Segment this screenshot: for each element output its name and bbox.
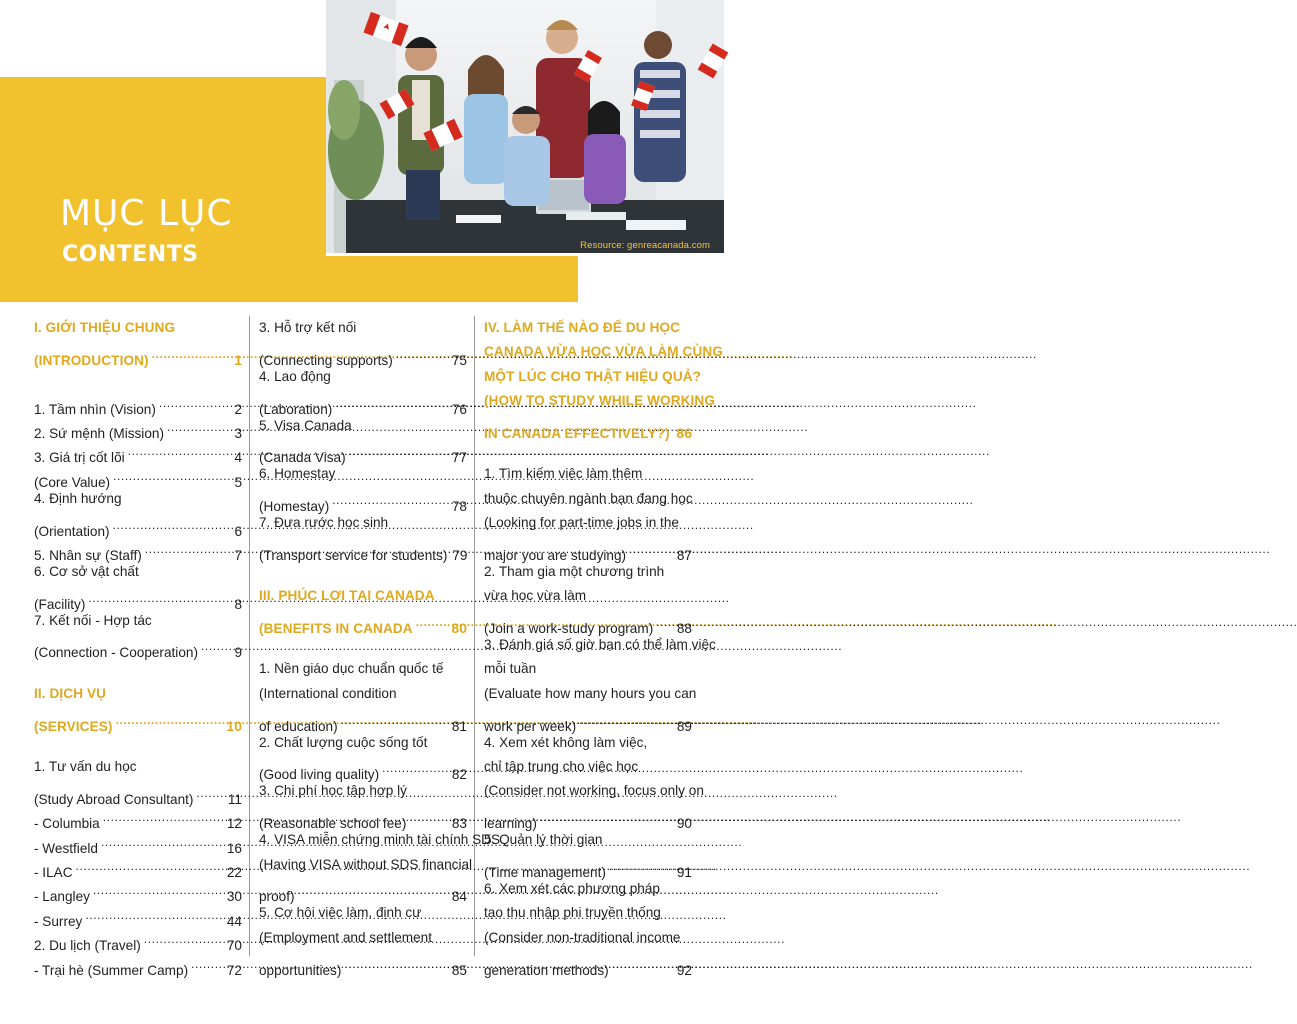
dot-leader [145,536,233,560]
toc-entry [34,487,242,511]
toc-entry-text: 5. Quản lý thời gian [484,832,603,848]
toc-entry[interactable] [259,536,468,563]
toc-column-2 [259,316,501,978]
toc-entry[interactable] [259,438,467,466]
toc-entry-text: 1. Tư vấn du học [34,759,137,775]
dot-leader [349,438,450,462]
toc-entry-text: generation methods) [484,962,609,978]
page-number: 22 [226,864,242,880]
toc-entry[interactable] [34,511,242,539]
toc-entry [259,828,501,852]
page-number: 89 [676,718,692,734]
page-number: 10 [226,717,242,734]
toc-entry [484,755,692,779]
toc-entry-text: (Connection - Cooperation) [34,645,198,661]
toc-entry-text: 1. Tìm kiếm việc làm thêm [484,466,643,482]
dot-leader [85,901,225,925]
toc-entry-text: 7. Đưa rước học sinh [259,515,389,531]
toc-entry-text: opportunities) [259,962,342,978]
toc-entry-text: 6. Xem xét các phương pháp [484,880,660,896]
dot-leader [629,536,675,560]
toc-entry [259,414,467,438]
toc-entry-text: (Reasonable school fee) [259,816,407,832]
toc-entry[interactable] [34,779,242,807]
toc-entry-text: 1. Nền giáo dục chuẩn quốc tế [259,661,444,677]
section-heading-text: MỘT LÚC CHO THẬT HIỆU QUẢ? [484,368,702,384]
toc-entry-text: (Study Abroad Consultant) [34,791,194,807]
dot-leader [93,877,225,901]
toc-entry[interactable] [34,584,242,612]
section-heading[interactable] [484,389,716,413]
toc-entry[interactable] [34,633,242,661]
page-number: 4 [234,450,242,466]
section-heading[interactable] [484,414,692,441]
page-number: 88 [676,621,692,637]
dot-leader [196,779,225,803]
page-number: 76 [451,401,467,417]
toc-entry[interactable] [484,853,692,880]
students-with-canada-flags-photo [326,0,724,253]
toc-entry-text: 3. Chi phí học tập hợp lý [259,783,407,799]
section-heading[interactable] [34,316,242,340]
toc-entry-text: 6. Cơ sở vật chất [34,563,139,579]
toc-entry[interactable] [259,877,467,905]
toc-entry [259,901,467,925]
toc-entry [259,316,467,340]
dot-leader [540,804,675,828]
dot-leader [201,633,232,657]
toc-entry-text: 7. Kết nối - Hợp tác [34,612,152,628]
toc-entry-text: - Surrey [34,913,83,929]
dot-leader [396,340,450,364]
toc-entry [34,755,242,779]
page-number: 16 [226,840,242,856]
page-number: 80 [451,620,467,637]
toc-entry [484,779,704,803]
toc-entry-text: 4. VISA miễn chứng minh tài chính SDS [259,832,501,848]
section-heading[interactable] [34,682,242,706]
dot-leader [88,584,232,608]
toc-entry-text: (Looking for part-time jobs in the [484,515,679,531]
toc-entry-text: 2. Du lịch (Travel) [34,938,141,954]
toc-entry-text: (Consider non-traditional income [484,929,681,945]
toc-entry[interactable] [484,536,692,563]
toc-entry-text: (Transport service for students) [259,547,448,563]
page-number: 92 [676,962,692,978]
toc-entry-text: 1. Tầm nhìn (Vision) [34,401,156,417]
dot-leader [191,950,225,974]
toc-entry[interactable] [259,950,467,978]
toc-entry [484,633,716,657]
section-heading-text: IV. LÀM THẾ NÀO ĐỂ DU HỌC [484,320,681,335]
toc-entry-text: - Langley [34,889,90,905]
toc-entry-text: 2. Chất lượng cuộc sống tốt [259,734,428,750]
toc-entry-text: (Homestay) [259,499,330,515]
toc-entry [484,926,692,950]
toc-entry [259,926,467,950]
dot-leader [656,609,675,633]
toc-entry-text: (Consider not working, focus only on [484,783,704,799]
page-number: 3 [234,425,242,441]
toc-entry [484,487,692,511]
toc-entry-text: - Westfield [34,840,98,856]
toc-entry-text: (Facility) [34,596,86,612]
section-heading-text: (INTRODUCTION) [34,352,149,368]
page-number: 85 [451,962,467,978]
section-heading-text: II. DỊCH VỤ [34,685,107,701]
toc-entry [259,779,467,803]
page-number: 7 [234,547,242,563]
page-number: 2 [234,401,242,417]
toc-entry[interactable] [259,487,467,515]
toc-entry [484,828,692,852]
toc-entry-text: 6. Homestay [259,466,336,482]
dot-leader [113,462,232,486]
page-number: 81 [451,718,467,734]
section-heading-text: III. PHÚC LỢI TẠI CANADA [259,588,435,604]
section-heading[interactable] [484,365,702,389]
page-number: 79 [452,547,468,563]
section-heading-text: IN CANADA EFFECTIVELY?) [484,425,670,441]
toc-entry[interactable] [259,804,467,832]
dot-leader [116,706,225,730]
page-title: MỤC LỤC [60,193,233,234]
page-number: 84 [451,889,467,905]
page-number: 83 [451,816,467,832]
page-number: 12 [226,816,242,832]
toc-entry [484,682,697,706]
section-heading-text: CANADA VỪA HỌC VỪA LÀM CÙNG [484,344,723,360]
toc-entry-text: - Columbia [34,816,100,832]
dot-leader [101,828,225,852]
toc-entry-text: (International condition [259,685,397,701]
section-heading-text: (BENEFITS IN CANADA [259,621,413,637]
page-number: 30 [226,889,242,905]
toc-entry [484,877,692,901]
dot-leader [382,755,450,779]
toc-entry-text: (Core Value) [34,474,111,490]
toc-column-1 [34,316,242,978]
toc-entry-text: (Laboration) [259,401,333,417]
dot-leader [159,389,233,413]
toc-entry-text: (Canada Visa) [259,450,346,466]
toc-entry[interactable] [484,804,692,832]
toc-entry[interactable] [259,389,467,417]
section-heading-text: (HOW TO STUDY WHILE WORKING [484,393,716,409]
toc-entry [484,511,692,535]
page-number: 11 [227,791,242,807]
page-subtitle: CONTENTS [62,242,199,267]
toc-entry-text: (Orientation) [34,523,110,539]
toc-entry-text: work per week) [484,718,577,734]
page-number: 8 [234,596,242,612]
toc-entry-text: 5. Visa Canada [259,417,352,433]
dot-leader [152,340,233,364]
toc-entry-text: of education) [259,718,338,734]
page-number: 77 [451,450,467,466]
toc-entry-text: (Good living quality) [259,767,380,783]
dot-leader [344,950,450,974]
toc-entry[interactable] [484,706,692,734]
toc-entry [484,462,692,486]
toc-entry-text: (Having VISA without SDS financial [259,856,473,872]
toc-entry [484,560,692,584]
toc-entry-text: (Join a work-study program) [484,621,654,637]
dot-leader [113,511,233,535]
toc-entry-text: 4. Xem xét không làm việc, [484,734,648,750]
page-number: 9 [234,645,242,661]
toc-entry-text: chỉ tập trung cho việc học [484,759,639,775]
dot-leader [103,804,225,828]
cover-photo-frame [326,0,724,256]
toc-entry [484,901,692,925]
page-number: 87 [676,547,692,563]
toc-column-3 [484,316,723,978]
section-heading[interactable] [259,609,467,637]
toc-entry [34,560,242,584]
toc-entry-text: (Employment and settlement [259,929,433,945]
toc-entry[interactable] [34,389,242,417]
toc-entry[interactable] [259,706,467,734]
toc-entry-text: (Connecting supports) [259,352,393,368]
page-number: 72 [226,962,242,978]
dot-leader [409,804,450,828]
page-number: 78 [451,499,467,515]
dot-leader [335,389,450,413]
toc-entry [259,511,467,535]
toc-entry-text: 3. Hỗ trợ kết nối [259,320,357,335]
toc-entry-text: 2. Sứ mệnh (Mission) [34,425,164,441]
toc-entry-text: 4. Lao động [259,368,331,384]
dot-leader [612,950,675,974]
toc-entry [484,657,692,681]
header-band [0,0,724,302]
toc-entry-text: 3. Giá trị cốt lõi [34,450,125,466]
page-number: 70 [226,938,242,954]
section-heading-text: I. GIỚI THIỆU CHUNG [34,320,176,335]
toc-entry-text: 5. Nhân sự (Staff) [34,547,142,563]
toc-entry [259,853,473,877]
toc-entry-text: - ILAC [34,864,73,880]
section-heading[interactable] [259,584,467,608]
dot-leader [76,853,225,877]
page-number: 90 [676,816,692,832]
toc-entry-text: proof) [259,889,295,905]
dot-leader [298,877,450,901]
dot-leader [416,609,450,633]
page-number: 82 [451,767,467,783]
dot-leader [332,487,450,511]
toc-entry[interactable] [484,950,692,978]
toc-entry[interactable] [484,609,692,637]
toc-entry [259,657,467,681]
toc-entry [484,731,692,755]
page-number: 91 [676,864,692,880]
toc-entry-text: vừa học vừa làm [484,588,587,604]
toc-entry-text: thuộc chuyên ngành bạn đang học [484,490,693,506]
page-number: 1 [234,351,242,368]
page-number: 75 [451,352,467,368]
page-number: 86 [676,424,692,441]
page-number: 6 [234,523,242,539]
dot-leader [167,414,232,438]
toc-entry-text: tạo thu nhập phi truyền thống [484,905,661,921]
page-number: 5 [234,474,242,490]
toc-entry-text: major you are studying) [484,547,627,563]
dot-leader [579,706,675,730]
photo-credit: Resource: genreacanada.com [580,240,710,251]
toc-entry [259,462,467,486]
table-of-contents [0,316,724,976]
dot-leader [128,438,233,462]
section-heading[interactable] [34,340,242,368]
toc-entry[interactable] [259,755,467,783]
toc-entry [484,584,692,608]
toc-entry-text: - Trại hè (Summer Camp) [34,962,189,978]
toc-entry-text: (Evaluate how many hours you can [484,685,697,701]
page-number: 44 [226,913,242,929]
toc-entry-text: (Time management) [484,864,606,880]
toc-entry [259,731,467,755]
toc-entry-text: mỗi tuần [484,661,537,677]
toc-entry-text: learning) [484,816,537,832]
toc-entry[interactable] [259,340,467,368]
toc-entry-text: 2. Tham gia một chương trình [484,563,665,579]
section-heading[interactable] [484,340,723,364]
toc-entry [34,609,242,633]
section-heading[interactable] [34,706,242,734]
dot-leader [673,414,675,438]
section-heading[interactable] [484,316,692,340]
toc-entry-text: 4. Định hướng [34,490,122,506]
dot-leader [144,926,225,950]
section-heading-text: (SERVICES) [34,718,113,734]
toc-entry [259,682,467,706]
dot-leader [341,706,450,730]
dot-leader [609,853,675,877]
toc-entry-text: 5. Cơ hội việc làm, định cư [259,905,422,921]
toc-entry-text: 3. Đánh giá số giờ bạn có thể làm việc [484,637,716,653]
